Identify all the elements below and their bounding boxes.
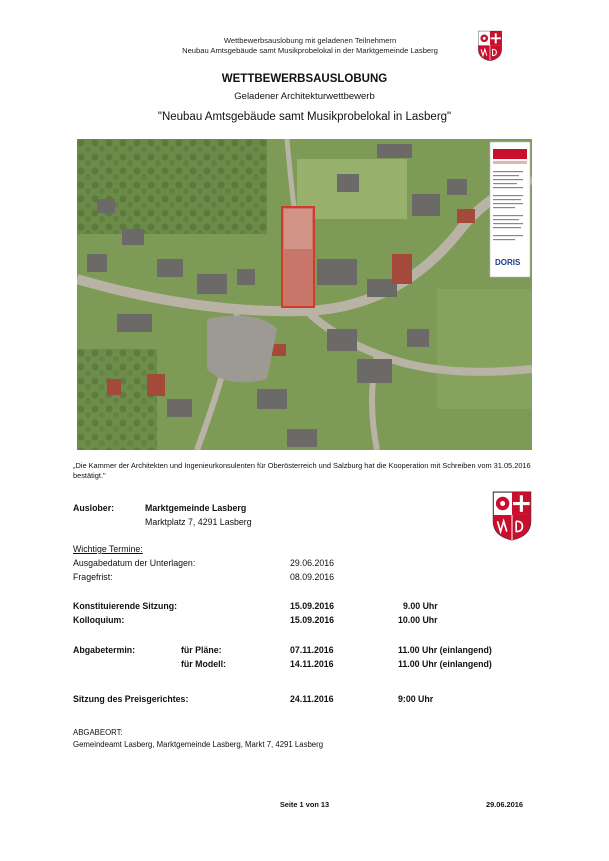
cooperation-note: „Die Kammer der Architekten und Ingenieurkonsulenten für Oberösterreich und Salzburg hat die Kooperation mit Schreiben vom 31.05.2016 bestätigt." [73,461,531,480]
konst-time: 9.00 Uhr [403,601,438,611]
ausgabe-label: Ausgabedatum der Unterlagen: [73,558,196,568]
header-line-1: Wettbewerbsauslobung mit geladenen Teilnehmern [223,36,397,45]
plaene-time: 11.00 Uhr (einlangend) [398,645,492,655]
termine-heading: Wichtige Termine: [73,544,143,554]
abgabeort-text: Gemeindeamt Lasberg, Marktgemeinde Lasberg, Markt 7, 4291 Lasberg [73,740,324,749]
konst-date: 15.09.2016 [290,601,335,611]
modell-label: für Modell: [181,659,226,669]
document-subtitle: Geladener Architekturwettbewerb [234,91,375,102]
plaene-label: für Pläne: [181,645,222,655]
plaene-date: 07.11.2016 [290,645,334,655]
kollo-date: 15.09.2016 [290,615,335,625]
crest-large-icon [491,490,533,542]
konst-label: Konstituierende Sitzung: [73,601,178,611]
auslober-name: Marktgemeinde Lasberg [145,503,247,513]
frage-date: 08.09.2016 [290,572,335,582]
document-title: WETTBEWERBSAUSLOBUNG [221,73,388,85]
frage-label: Fragefrist: [73,572,113,582]
ausgabe-date: 29.06.2016 [290,558,335,568]
abgabeort-label: ABGABEORT: [73,728,123,737]
project-title: "Neubau Amtsgebäude samt Musikprobelokal in Lasberg" [157,111,452,123]
modell-date: 14.11.2016 [290,659,334,669]
auslober-label: Auslober: [73,503,115,513]
preis-time: 9:00 Uhr [398,694,434,704]
crest-small-icon [477,30,503,62]
kollo-label: Kolloquium: [73,615,125,625]
preis-date: 24.11.2016 [290,694,334,704]
auslober-address: Marktplatz 7, 4291 Lasberg [145,517,252,527]
abgabe-label: Abgabetermin: [73,645,136,655]
header-line-2: Neubau Amtsgebäude samt Musikprobelokal in der Marktgemeinde Lasberg [182,46,438,55]
modell-time: 11.00 Uhr (einlangend) [398,659,492,669]
doris-logo: DORIS [495,258,521,267]
kollo-time: 10.00 Uhr [398,615,438,625]
footer-date: 29.06.2016 [486,800,523,809]
preis-label: Sitzung des Preisgerichtes: [73,694,189,704]
page-number: Seite 1 von 13 [279,800,330,809]
aerial-map [77,139,532,450]
